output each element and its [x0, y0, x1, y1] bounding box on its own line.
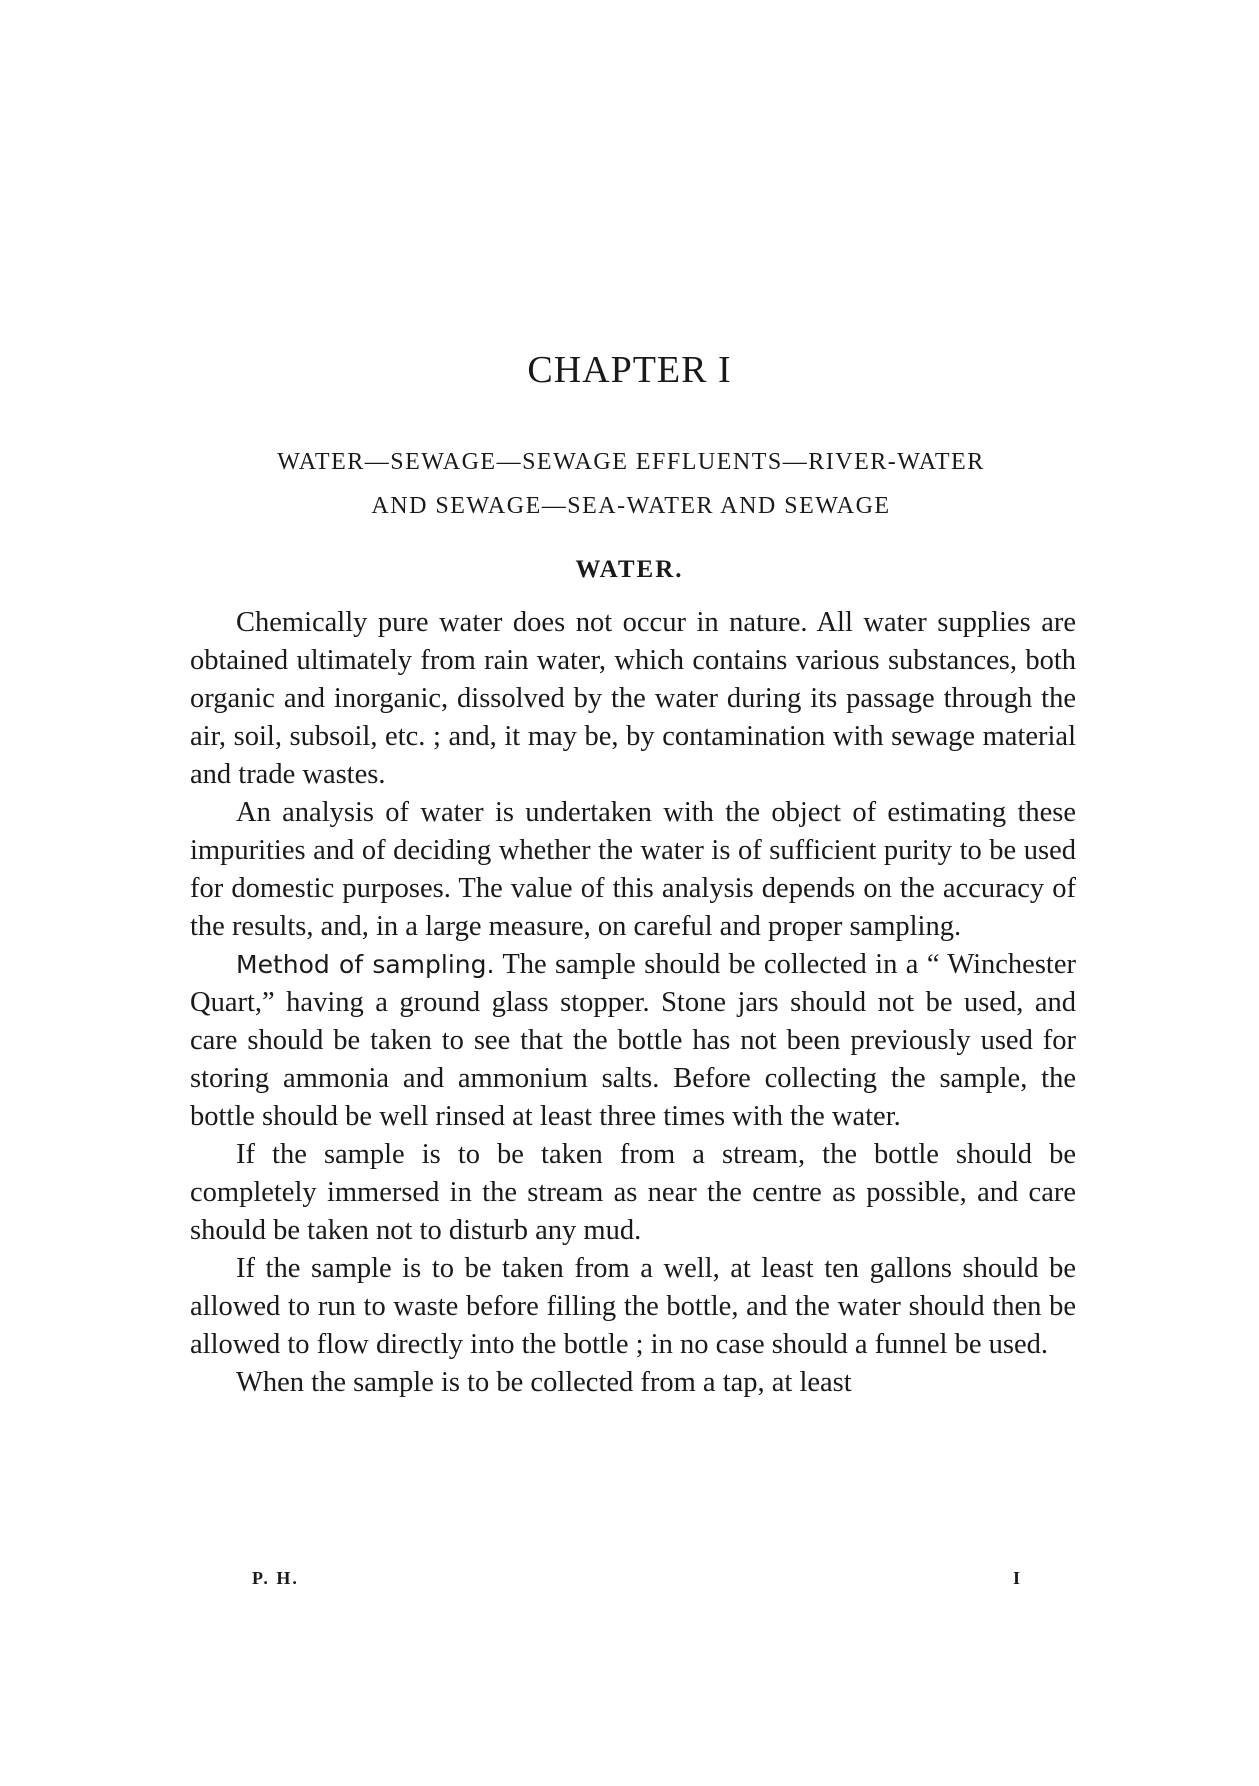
paragraph-3-text: The sample should be collected in a “ Winchester Quart,” having a ground glass stopper. Stone jars should not be used, and care should be taken to see that the bottle has not been previously used for storing ammonia and ammonium salts. Before collecting the sample, the bottle should be well rinsed at least three times with the water.	[190, 949, 1076, 1132]
chapter-subtitle-line-2: AND SEWAGE—SEA-WATER AND SEWAGE	[371, 493, 891, 519]
paragraph-6: When the sample is to be collected from a tap, at least	[236, 1367, 852, 1398]
chapter-subtitle	[186, 440, 1076, 528]
paragraph-2: An analysis of water is undertaken with the object of estimating these impurities and of deciding whether the water is of sufficient purity to be used for domestic purposes. The value of this analysis depends on the accuracy of the results, and, in a large measure, on careful and proper sampling.	[190, 797, 1076, 942]
paragraph-5: If the sample is to be taken from a well, at least ten gallons should be allowed to run to waste before filling the bottle, and the water should then be allowed to flow directly into the bottle ; in no case should a funnel be used.	[190, 1253, 1076, 1360]
signature-mark: P. H.	[252, 1568, 299, 1588]
section-heading: WATER.	[575, 556, 684, 583]
run-in-heading: Method of sampling.	[236, 950, 495, 979]
paragraph-3	[190, 946, 1076, 1136]
page-number: I	[1012, 1568, 1022, 1588]
paragraph-1: Chemically pure water does not occur in nature. All water supplies are obtained ultimately from rain water, which contains various substances, both organic and inorganic, dissolved by the water during its passage through the air, soil, subsoil, etc. ; and, it may be, by contamination with sewage material and trade wastes.	[190, 607, 1076, 790]
body-text	[190, 604, 1076, 1402]
chapter-subtitle-line-1: WATER—SEWAGE—SEWAGE EFFLUENTS—RIVER-WATER	[277, 449, 985, 475]
paragraph-4: If the sample is to be taken from a stream, the bottle should be completely immersed in the stream as near the centre as possible, and care should be taken not to disturb any mud.	[190, 1139, 1076, 1246]
chapter-title: CHAPTER I	[527, 349, 732, 391]
